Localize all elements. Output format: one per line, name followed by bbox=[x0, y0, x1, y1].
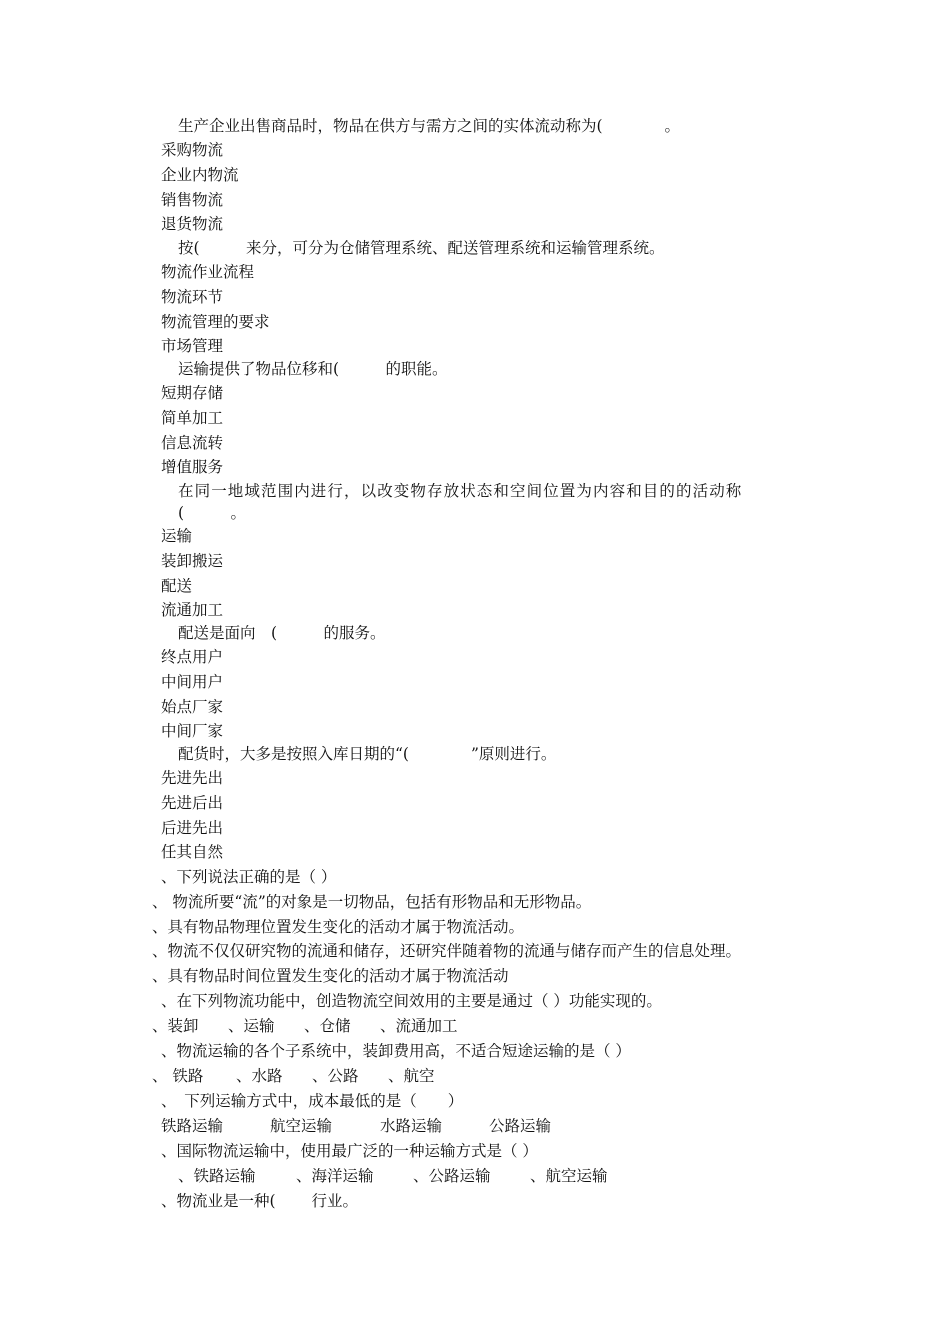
answer-option: 增值服务 bbox=[161, 458, 224, 476]
question-stem-continued: ( 。 bbox=[178, 504, 247, 522]
question-stem: 、物流运输的各个子系统中，装卸费用高，不适合短途运输的是（ ） bbox=[161, 1042, 631, 1060]
answer-option: 信息流转 bbox=[161, 434, 224, 452]
answer-option: 装卸搬运 bbox=[161, 552, 224, 570]
answer-option: 中间用户 bbox=[161, 673, 224, 691]
answer-option: 、仓储 bbox=[304, 1017, 351, 1035]
answer-option: 始点厂家 bbox=[161, 698, 224, 716]
answer-option: 中间厂家 bbox=[161, 722, 224, 740]
answer-option: 企业内物流 bbox=[161, 166, 239, 184]
answer-option: 流通加工 bbox=[161, 601, 224, 619]
answer-option: 销售物流 bbox=[161, 191, 224, 209]
question-stem: 、物流业是一种( 行业。 bbox=[161, 1192, 358, 1210]
question-stem: 生产企业出售商品时，物品在供方与需方之间的实体流动称为( 。 bbox=[178, 117, 681, 135]
question-stem: 运输提供了物品位移和( 的职能。 bbox=[178, 360, 448, 378]
question-stem: 在同一地域范围内进行，以改变物存放状态和空间位置为内容和目的的活动称 bbox=[178, 482, 743, 500]
answer-option: 铁路运输 bbox=[161, 1117, 224, 1135]
answer-option: 、 物流所要“流”的对象是一切物品，包括有形物品和无形物品。 bbox=[152, 893, 592, 911]
answer-option: 市场管理 bbox=[161, 337, 224, 355]
answer-option: 简单加工 bbox=[161, 409, 224, 427]
answer-option: 物流作业流程 bbox=[161, 263, 255, 281]
answer-option: 先进先出 bbox=[161, 769, 224, 787]
question-stem: 、下列说法正确的是（ ） bbox=[161, 868, 337, 886]
answer-option: 先进后出 bbox=[161, 794, 224, 812]
answer-option: 、 铁路 bbox=[152, 1067, 204, 1085]
question-stem: 按( 来分，可分为仓储管理系统、配送管理系统和运输管理系统。 bbox=[178, 239, 665, 257]
answer-option: 、航空 bbox=[388, 1067, 435, 1085]
answer-option: 公路运输 bbox=[489, 1117, 552, 1135]
answer-option: 短期存储 bbox=[161, 384, 224, 402]
answer-option: 、海洋运输 bbox=[296, 1167, 374, 1185]
answer-option: 航空运输 bbox=[270, 1117, 333, 1135]
question-stem: 、国际物流运输中，使用最广泛的一种运输方式是（ ） bbox=[161, 1142, 538, 1160]
answer-option: 任其自然 bbox=[161, 843, 224, 861]
answer-option: 物流环节 bbox=[161, 288, 224, 306]
answer-option: 采购物流 bbox=[161, 141, 224, 159]
question-stem: 配送是面向 ( 的服务。 bbox=[178, 624, 386, 642]
answer-option: 终点用户 bbox=[161, 648, 224, 666]
answer-option: 、物流不仅仅研究物的流通和储存，还研究伴随着物的流通与储存而产生的信息处理。 bbox=[152, 942, 742, 960]
answer-option: 、航空运输 bbox=[530, 1167, 608, 1185]
answer-option: 退货物流 bbox=[161, 215, 224, 233]
answer-option: 、公路运输 bbox=[413, 1167, 491, 1185]
question-stem: 、在下列物流功能中，创造物流空间效用的主要是通过（ ）功能实现的。 bbox=[161, 992, 662, 1010]
answer-option: 、铁路运输 bbox=[178, 1167, 256, 1185]
answer-option: 配送 bbox=[161, 577, 193, 595]
answer-option: 物流管理的要求 bbox=[161, 313, 270, 331]
question-stem: 、 下列运输方式中，成本最低的是（ ） bbox=[161, 1092, 464, 1110]
answer-option: 、装卸 bbox=[152, 1017, 199, 1035]
answer-option: 水路运输 bbox=[380, 1117, 443, 1135]
answer-option: 、具有物品物理位置发生变化的活动才属于物流活动。 bbox=[152, 918, 525, 936]
answer-option: 、流通加工 bbox=[380, 1017, 458, 1035]
answer-option: 、具有物品时间位置发生变化的活动才属于物流活动 bbox=[152, 967, 509, 985]
answer-option: 运输 bbox=[161, 527, 193, 545]
answer-option: 、公路 bbox=[312, 1067, 359, 1085]
answer-option: 后进先出 bbox=[161, 819, 224, 837]
answer-option: 、水路 bbox=[236, 1067, 283, 1085]
answer-option: 、运输 bbox=[228, 1017, 275, 1035]
question-stem: 配货时，大多是按照入库日期的“( ”原则进行。 bbox=[178, 745, 557, 763]
